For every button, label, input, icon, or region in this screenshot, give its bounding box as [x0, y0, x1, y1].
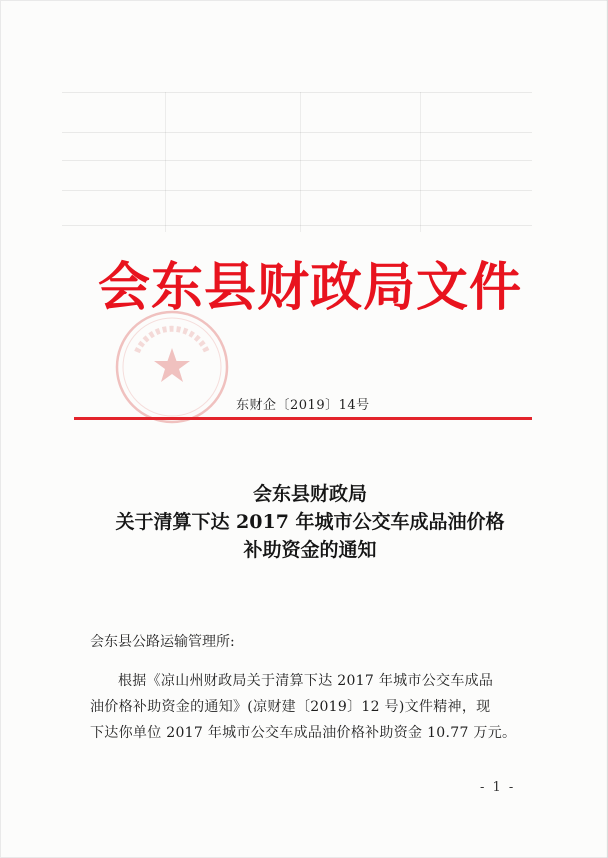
page-number: - 1 -	[480, 780, 516, 795]
paragraph-line-2: 油价格补助资金的通知》(凉财建〔2019〕12 号)文件精神，现	[90, 699, 491, 715]
red-divider-rule	[74, 417, 532, 420]
notice-title	[60, 480, 560, 564]
notice-body	[90, 630, 550, 746]
title-line-2: 关于清算下达 2017 年城市公交车成品油价格	[115, 511, 505, 533]
issuing-authority-header: 会东县财政局文件	[97, 258, 522, 318]
document-number: 东财企〔2019〕14号	[236, 398, 370, 413]
paragraph-line-3: 下达你单位 2017 年城市公交车成品油价格补助资金 10.77 万元。	[90, 725, 517, 741]
official-seal-icon	[113, 308, 231, 426]
title-line-1: 会东县财政局	[252, 483, 367, 505]
paragraph-line-1: 根据《凉山州财政局关于清算下达 2017 年城市公交车成品	[118, 673, 494, 689]
addressee: 会东县公路运输管理所:	[90, 634, 235, 650]
title-line-3: 补助资金的通知	[243, 539, 377, 561]
